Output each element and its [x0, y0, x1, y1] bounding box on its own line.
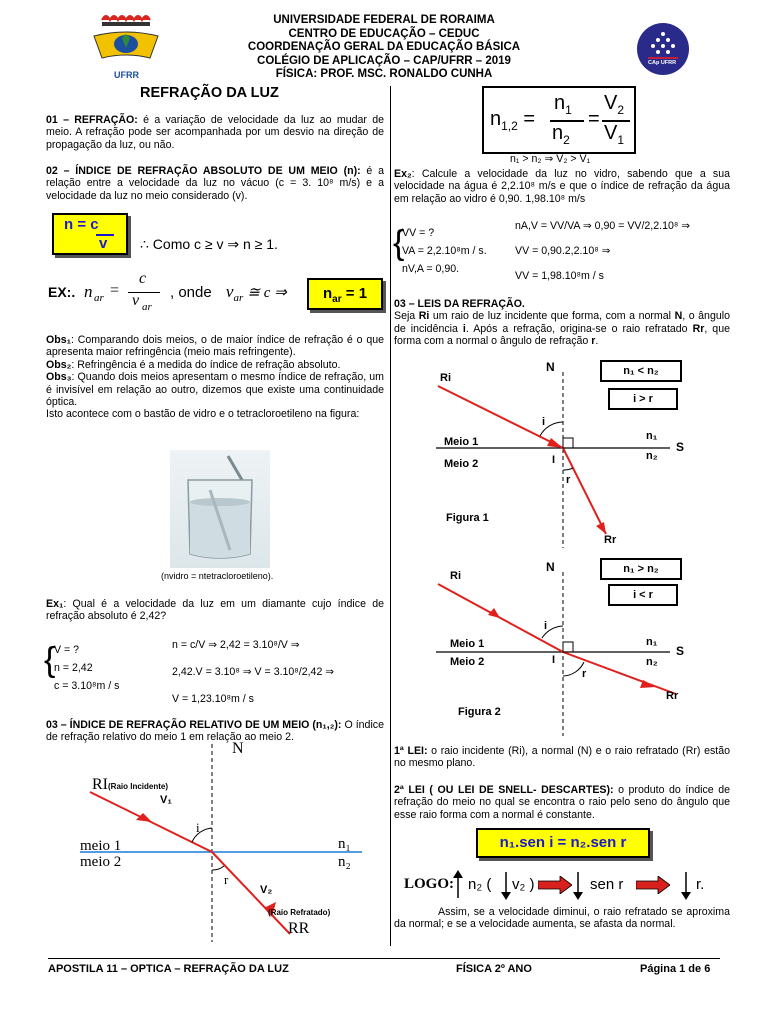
- fig-left-n2: n₂: [338, 854, 351, 870]
- ex1-eq1: n = c/V ⇒ 2,42 = 3.10⁸/V ⇒: [172, 639, 300, 651]
- s03-rr: Rr: [692, 322, 705, 335]
- section-03-right: [394, 298, 730, 348]
- ex-onde: [170, 282, 287, 304]
- footer-left: APOSTILA 11 – OPTICA – REFRAÇÃO DA LUZ: [48, 963, 289, 975]
- nar-n: n: [322, 285, 333, 302]
- section-02-heading: 02 – ÍNDICE DE REFRAÇÃO ABSOLUTO DE UM MEIO (n):: [46, 165, 361, 177]
- ex-formula-v-sub: ar: [142, 301, 152, 313]
- formula-n-top: n = c: [64, 216, 99, 233]
- fig-left-v2: V₂: [260, 884, 273, 896]
- section-03-left-text: O índice de refração relativo do meio 1 em relação ao meio 2.: [46, 719, 384, 744]
- fig-left-ri: [92, 776, 168, 794]
- ex2-brace: {: [393, 224, 405, 262]
- fig-left-n1: n₁: [338, 836, 351, 852]
- right-arrow-icon: [538, 876, 572, 894]
- fig1-i: i: [542, 416, 546, 428]
- logo-v2: v₂ ): [512, 876, 535, 893]
- down-arrow-icon: [572, 870, 584, 900]
- page-footer: [48, 958, 720, 975]
- fig-left-refr-sub: (Raio Refratado): [268, 908, 331, 917]
- fig1-caption: Figura 1: [446, 512, 489, 524]
- section-03-left-heading: 03 – ÍNDICE DE REFRAÇÃO RELATIVO DE UM MEIO (n₁,₂):: [46, 719, 342, 731]
- ex1-heading: Ex₁: [46, 598, 64, 610]
- ex1-c: c = 3.10⁸m / s: [54, 680, 120, 692]
- fig1-ri: Ri: [440, 372, 451, 384]
- column-divider: [390, 86, 391, 946]
- fig2-i: i: [544, 620, 548, 632]
- isto-text: Isto acontece com o bastão de vidro e o tetracloroetileno na figura:: [46, 408, 360, 421]
- obs3-heading: Obs₃: [46, 371, 72, 384]
- ex-formula-n-sub: ar: [94, 292, 104, 304]
- obs3: [46, 371, 384, 408]
- observations: [46, 334, 384, 421]
- s03-text-a: Seja: [394, 310, 419, 323]
- nar-box: [307, 278, 383, 310]
- big-formula-box: [482, 86, 636, 154]
- fig1-r: r: [566, 474, 571, 486]
- s03-text-d: . Após a refração, origina-se o raio refratado: [465, 322, 693, 335]
- fig-left-v1: V₁: [160, 794, 172, 806]
- fig-left-r: r: [224, 872, 229, 887]
- fig1-n1: n₁: [646, 430, 658, 442]
- big-formula-eq: =: [588, 108, 600, 130]
- formula-n-bottom: v: [99, 235, 108, 252]
- s03-i: i: [462, 322, 466, 335]
- ex2-nva: nV,A = 0,90.: [402, 263, 460, 275]
- fig-left-meio2: meio 2: [80, 854, 122, 870]
- obs1-text: : Comparando dois meios, o de maior índice de refração é o que apresenta maior refringência (meio mais refringente).: [46, 334, 384, 359]
- ex2-solution: [515, 214, 690, 289]
- logo-row: [404, 868, 734, 902]
- como-statement: ∴ Como c ≥ v ⇒ n ≥ 1.: [140, 236, 278, 252]
- fig1-box1: n₁ < n₂: [600, 360, 682, 382]
- down-arrow-icon: [680, 870, 692, 900]
- s03-text-c: , o ângulo de incidência: [394, 310, 730, 335]
- ex2-eq1: nA,V = VV/VA ⇒ 0,90 = VV/2,2.10⁸ ⇒: [515, 220, 691, 232]
- ex1-n: n = 2,42: [54, 662, 93, 674]
- figure-1: [430, 358, 720, 548]
- fig1-n: N: [546, 360, 555, 374]
- fig-left-rr: RR: [288, 920, 310, 937]
- logo-sen: sen r: [590, 876, 624, 893]
- logo-n2: n₂ (: [468, 876, 492, 893]
- ex1-text: : Qual é a velocidade da luz em um diamante cujo índice de refração absoluto é 2,42?: [46, 598, 384, 623]
- up-arrow-icon: [452, 870, 464, 900]
- fig2-n1: n₁: [646, 636, 658, 648]
- section-02: [46, 165, 384, 202]
- ex-onde-text: , onde: [170, 284, 212, 301]
- ex2-given: [402, 224, 487, 278]
- ex-label: EX:.: [48, 284, 76, 300]
- header-teacher: FÍSICA: PROF. MSC. RONALDO CUNHA: [275, 68, 493, 81]
- big-formula-n12: $n_{1,2}$ =: [490, 108, 536, 133]
- fig1-rr: Rr: [604, 534, 617, 546]
- ex2-va: VA = 2,2.10⁸m / s.: [402, 245, 487, 257]
- obs2: [46, 359, 384, 371]
- ex-onde-v: v: [225, 282, 234, 301]
- ex-onde-c: ≅ c ⇒: [247, 285, 287, 301]
- s03-r: r: [591, 335, 596, 348]
- obs1: [46, 334, 384, 359]
- big-formula-v2: $V_2$: [604, 92, 625, 117]
- fig-left-ri-sub: (Raio Incidente): [108, 782, 169, 791]
- s03-n: N: [674, 310, 683, 323]
- ex-formula-c: c: [139, 270, 147, 287]
- section-01-heading: 01 – REFRAÇÃO:: [46, 114, 138, 126]
- fig1-s: S: [676, 440, 685, 454]
- lei1-heading: 1ª LEI:: [394, 745, 428, 757]
- fig2-s: S: [676, 644, 685, 658]
- lei2-text: o produto do índice de refração do meio no qual se encontra o raio pelo seno do ângulo que esse raio forma com a normal é constante.: [394, 784, 731, 821]
- fig2-n: N: [546, 560, 555, 574]
- ex2-eq2: VV = 0,90.2,2.10⁸ ⇒: [515, 245, 611, 257]
- big-formula-n2: $n_2$: [552, 122, 570, 147]
- ex-formula-n: n: [84, 282, 93, 301]
- fig1-I: I: [552, 454, 556, 466]
- fig-left-i: i: [196, 820, 200, 835]
- s03-text-e: , que forma com a normal o ângulo de refração: [394, 322, 730, 348]
- s03-text-f: .: [595, 335, 599, 348]
- implies-line: n₁ > n₂ ⇒ V₂ > V₁: [510, 153, 591, 165]
- fig2-r: r: [582, 668, 587, 680]
- section-01: [46, 114, 384, 151]
- figure-2: [430, 556, 720, 736]
- fig-left-meio1: meio 1: [80, 838, 122, 854]
- lei-2: [394, 784, 730, 821]
- ex-formula-equals: =: [110, 282, 120, 299]
- right-arrow-icon: [636, 876, 670, 894]
- lei1-text: o raio incidente (Ri), a normal (N) e o raio refratado (Rr) estão no mesmo plano.: [394, 745, 730, 770]
- ex2-vv: VV = ?: [402, 227, 435, 239]
- header-college: COLÉGIO DE APLICAÇÃO – CAP/UFRR – 2019: [257, 54, 511, 67]
- s03-ri: Ri: [418, 310, 430, 323]
- fig2-box2: i < r: [608, 584, 678, 606]
- fig1-meio2: Meio 2: [444, 458, 479, 470]
- beaker-photo: [170, 450, 270, 568]
- document-header: [150, 14, 618, 82]
- ex1-solution: [172, 632, 334, 713]
- ex2-eq3: VV = 1,98.10⁸m / s: [515, 270, 604, 282]
- section-03-left: [46, 719, 384, 744]
- cap-logo-text: CAp UFRR: [648, 60, 677, 66]
- page-title: REFRAÇÃO DA LUZ: [140, 85, 279, 101]
- nar-sub: ar: [332, 294, 342, 305]
- fig2-meio1: Meio 1: [450, 638, 485, 650]
- fig1-n2: n₂: [646, 450, 658, 462]
- fig2-box1: n₁ > n₂: [600, 558, 682, 580]
- formula-n-box: [52, 213, 128, 255]
- fig2-meio2: Meio 2: [450, 656, 485, 668]
- obs1-heading: Obs₁: [46, 334, 71, 346]
- cap-logo: [636, 22, 690, 76]
- fig2-caption: Figura 2: [458, 706, 501, 718]
- fig2-rr: Rr: [666, 690, 679, 702]
- assim-text: [394, 906, 730, 931]
- section-01-text: é a variação de velocidade da luz ao mudar de meio. A refração pode ser acompanhada por um desvio na direção de propagação da luz, ou não.: [46, 114, 384, 151]
- fig2-I: I: [552, 654, 556, 666]
- ex-formula-v: v: [132, 292, 140, 309]
- ufrr-logo-text: UFRR: [114, 70, 139, 80]
- fig2-ri: Ri: [450, 570, 461, 582]
- fig1-box2: i > r: [608, 388, 678, 410]
- obs2-heading: Obs₂: [46, 358, 72, 371]
- ex1-given: [54, 641, 119, 695]
- big-formula-n1: $n_1$: [554, 92, 572, 117]
- refraction-figure-left: [72, 742, 372, 942]
- ex1-eq3: V = 1,23.10⁸m / s: [172, 693, 254, 705]
- lei2-heading: 2ª LEI ( OU LEI DE SNELL- DESCARTES):: [394, 784, 614, 796]
- big-formula-v1: $V_1$: [604, 122, 625, 147]
- section-02-text: é a relação entre a velocidade da luz no vácuo (c = 3. 10⁸ m/s) e a velocidade da luz no meio considerado (v).: [46, 165, 384, 202]
- lei-1: [394, 745, 730, 770]
- ex1-eq2: 2,42.V = 3.10⁸ ⇒ V = 3.10⁸/2,42 ⇒: [172, 666, 335, 678]
- obs2-text: : Refringência é a medida do índice de refração absoluto.: [71, 358, 341, 371]
- header-university: UNIVERSIDADE FEDERAL DE RORAIMA: [273, 14, 495, 26]
- nar-val: = 1: [341, 285, 368, 302]
- assim-content: Assim, se a velocidade diminui, o raio refratado se aproxima da normal; e se a velocidade aumenta, se afasta da normal.: [394, 906, 730, 931]
- section-03-right-heading: 03 – LEIS DA REFRAÇÃO.: [394, 298, 525, 310]
- ex2-text: : Calcule a velocidade da luz no vidro, sabendo que a sua velocidade na água é 2,2.10⁸ m/s e que o índice de refração da água em relação ao vidro é 0,90. 1,98.10⁸ m/s: [394, 168, 730, 205]
- fig-left-ri-label: RI: [92, 776, 108, 793]
- ex1-v: V = ?: [54, 644, 80, 656]
- fig1-meio1: Meio 1: [444, 436, 479, 448]
- s03-text-b: um raio de luz incidente que forma, com a normal: [429, 310, 675, 323]
- footer-right: Página 1 de 6: [640, 963, 711, 975]
- fig2-n2: n₂: [646, 656, 658, 668]
- snell-box: n₁.sen i = n₂.sen r: [476, 828, 650, 858]
- obs3-text: : Quando dois meios apresentam o mesmo índice de refração, um é invisível em relação ao outro, dizemos que existe uma continuidade óptica.: [46, 371, 384, 409]
- ex2-heading: Ex₂: [394, 168, 412, 180]
- example-2: [394, 168, 730, 205]
- logo-label: LOGO:: [404, 876, 455, 892]
- footer-mid: FÍSICA 2º ANO: [456, 963, 532, 975]
- fig-left-n: N: [232, 740, 244, 757]
- ex-onde-sub: ar: [233, 292, 244, 304]
- photo-caption: (nvidro = ntetracloroetileno).: [161, 571, 274, 581]
- down-arrow-icon: [500, 870, 512, 900]
- ex1-brace: {: [44, 641, 56, 679]
- logo-r: r.: [696, 876, 705, 893]
- example-1: [46, 598, 384, 623]
- header-coord: COORDENAÇÃO GERAL DA EDUCAÇÃO BÁSICA: [247, 41, 521, 54]
- ex-formula: [84, 270, 174, 316]
- header-center: CENTRO DE EDUCAÇÃO – CEDUC: [288, 27, 480, 40]
